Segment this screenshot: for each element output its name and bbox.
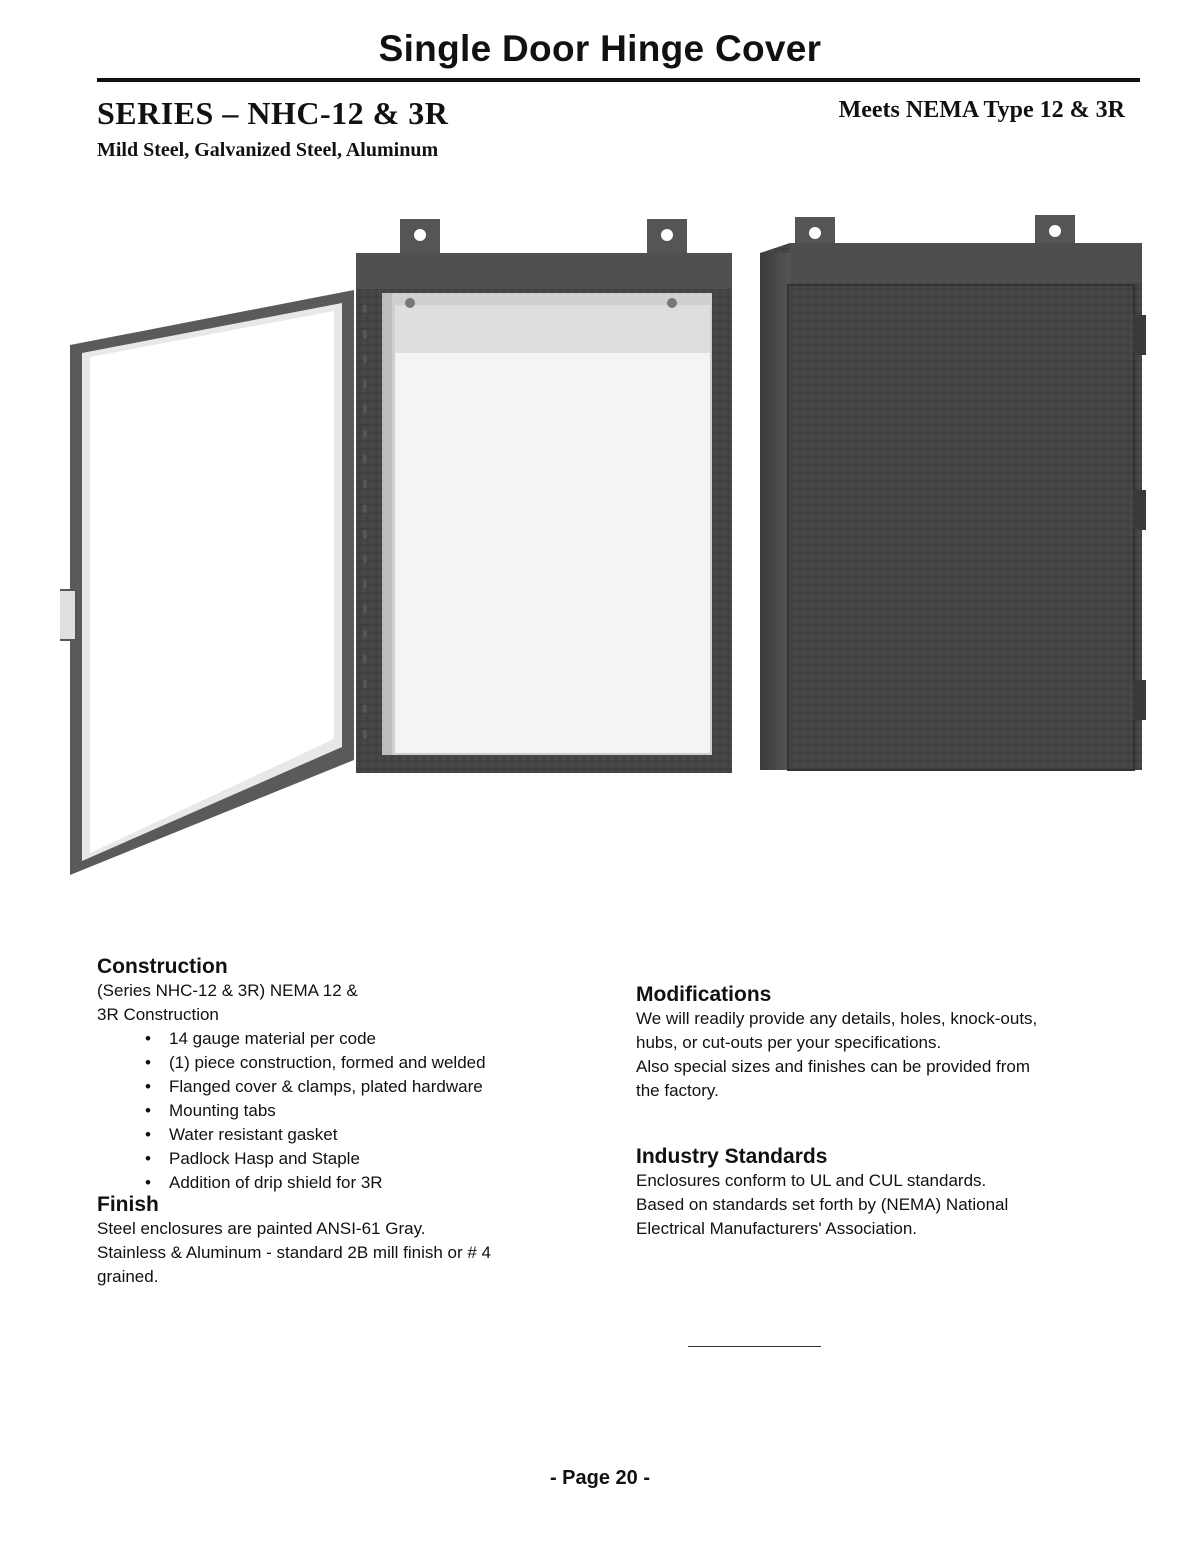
- finish-text: Stainless & Aluminum - standard 2B mill finish or # 4: [97, 1243, 492, 1262]
- title-rule: [97, 78, 1140, 82]
- standards-text: Enclosures conform to UL and CUL standards.: [636, 1171, 987, 1190]
- standards-text: Based on standards set forth by (NEMA) National: [636, 1195, 1009, 1214]
- construction-list: [97, 1027, 567, 1195]
- standards-heading: Industry Standards: [636, 1145, 828, 1168]
- materials-list: Mild Steel, Galvanized Steel, Aluminum: [97, 139, 439, 161]
- modifications-text: We will readily provide any details, holes, knock-outs,: [636, 1009, 1038, 1028]
- modifications-text: Also special sizes and finishes can be provided from: [636, 1057, 1031, 1076]
- closed-enclosure: [760, 243, 1146, 770]
- list-item: • Water resistant gasket: [145, 1123, 567, 1147]
- list-item: • Flanged cover & clamps, plated hardware: [145, 1075, 567, 1099]
- finish-text: grained.: [97, 1267, 159, 1286]
- finish-text: Steel enclosures are painted ANSI-61 Gray.: [97, 1219, 426, 1238]
- list-item: • Mounting tabs: [145, 1099, 567, 1123]
- construction-intro: 3R Construction: [97, 1005, 219, 1024]
- list-item: • Padlock Hasp and Staple: [145, 1147, 567, 1171]
- list-item: • (1) piece construction, formed and welded: [145, 1051, 567, 1075]
- mounting-tab: [647, 219, 687, 255]
- list-item: • 14 gauge material per code: [145, 1027, 567, 1051]
- open-enclosure: [356, 253, 732, 773]
- mounting-tab: [400, 219, 440, 255]
- modifications-heading: Modifications: [636, 983, 772, 1006]
- page-title: Single Door Hinge Cover: [378, 28, 822, 69]
- nema-rating: Meets NEMA Type 12 & 3R: [838, 97, 1125, 123]
- construction-section: [97, 955, 567, 1195]
- modifications-section: [636, 983, 1116, 1103]
- divider: [688, 1346, 821, 1347]
- finish-heading: Finish: [97, 1193, 159, 1216]
- construction-heading: Construction: [97, 955, 228, 978]
- page-number: - Page 20 -: [549, 1467, 651, 1489]
- modifications-text: hubs, or cut-outs per your specifications.: [636, 1033, 942, 1052]
- list-item: • Addition of drip shield for 3R: [145, 1171, 567, 1195]
- standards-text: Electrical Manufacturers' Association.: [636, 1219, 918, 1238]
- standards-section: [636, 1145, 1116, 1241]
- construction-intro: (Series NHC-12 & 3R) NEMA 12 &: [97, 981, 358, 1000]
- finish-section: [97, 1193, 567, 1289]
- series-heading: SERIES – NHC-12 & 3R: [97, 95, 449, 131]
- enclosure-photo: [60, 205, 1160, 885]
- modifications-text: the factory.: [636, 1081, 719, 1100]
- open-door: [60, 290, 354, 875]
